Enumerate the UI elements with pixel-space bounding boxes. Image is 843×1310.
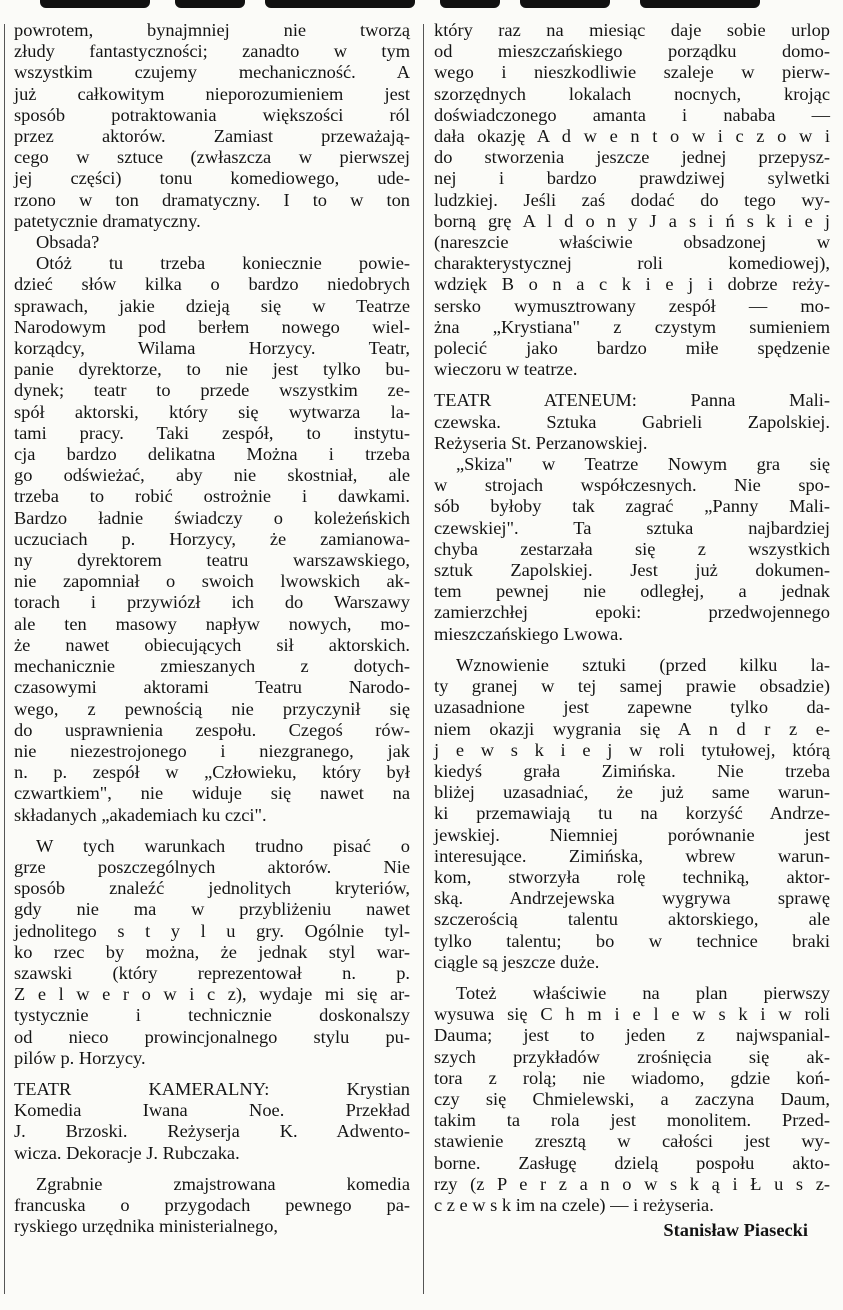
text-line: wysuwa się C h m i e l e w s k i w roli xyxy=(434,1004,830,1025)
paragraph-3 xyxy=(14,836,410,1069)
text-line: cja bardzo delikatna Można i trzeba xyxy=(14,444,410,465)
heading-teatr-kameralny xyxy=(14,1079,410,1164)
text-line: sersko wymusztrowany zespół — mo- xyxy=(434,295,830,316)
paragraph-5 xyxy=(434,20,830,380)
text-line: zamierzchłej epoki: przedwojennego xyxy=(434,602,830,623)
text-line: dała okazję A d w e n t o w i c z o w i xyxy=(434,126,830,147)
text-line: dzieć słów kilka o bardzo niedobrych xyxy=(14,274,410,295)
text-line: jej części) tonu komediowego, ude- xyxy=(14,168,410,189)
text-line: Toteż właściwie na plan pierwszy xyxy=(456,982,830,1003)
text-line: ską. Andrzejewska wygrywa sprawę xyxy=(434,888,830,909)
text-line: ki przemawiają tu na korzyść Andrze- xyxy=(434,803,830,824)
text-line: Reżyseria St. Perzanowskiej. xyxy=(434,432,648,453)
author-signature: Stanisław Piasecki xyxy=(663,1220,808,1241)
text-line: J. Brzoski. Reżyserja K. Adwento- xyxy=(14,1121,410,1142)
text-line: Otóż tu trzeba koniecznie powie- xyxy=(36,253,410,274)
text-line: składanych „akademiach ku czci". xyxy=(14,804,267,825)
text-line: od nieco prowincjonalnego stylu pu- xyxy=(14,1026,410,1047)
text-line: jednolitego s t y l u gry. Ogólnie tyl- xyxy=(14,920,410,941)
text-line: jewskiej. Niemniej porównanie jest xyxy=(434,824,830,845)
text-line: charakterystycznej roli komediowej), xyxy=(434,253,830,274)
text-line: interesujące. Zimińska, wbrew warun- xyxy=(434,845,830,866)
paragraph-7 xyxy=(434,655,830,973)
text-line: ty granej w tej samej prawie obsadzie) xyxy=(434,676,830,697)
text-line: Narodowym pod berłem nowego wiel- xyxy=(14,316,410,337)
text-line: czewska. Sztuka Gabrieli Zapolskiej. xyxy=(434,411,830,432)
text-line: który raz na miesiąc daje sobie urlop xyxy=(434,20,830,40)
text-line: cego w sztuce (zwłaszcza w pierwszej xyxy=(14,147,410,168)
paragraph-1 xyxy=(14,20,410,232)
text-line: doświadczonego amanta i nababa — xyxy=(434,104,830,125)
text-line: szorzędnych lokalach nocnych, krojąc xyxy=(434,83,830,104)
text-line: dynek; teatr to przede wszystkim ze- xyxy=(14,380,410,401)
text-line: borną grę A l d o n y J a s i ń s k i e j xyxy=(434,210,830,231)
text-line: TEATR KAMERALNY: Krystian xyxy=(14,1078,410,1099)
left-column xyxy=(14,20,410,1237)
text-line: rzy (z P e r z a n o w s k ą i Ł u s z- xyxy=(434,1173,830,1194)
text-line: n. p. zespół w „Człowieku, który był xyxy=(14,762,410,783)
obsada-line: Obsada? xyxy=(36,232,100,253)
text-line: wszystkim czujemy mechaniczność. A xyxy=(14,62,410,83)
text-line: wego i nieszkodliwie szaleje w pierw- xyxy=(434,62,830,83)
text-line: chyba zestarzała się z wszystkich xyxy=(434,538,830,559)
text-line: pilów p. Horzycy. xyxy=(14,1047,146,1068)
text-line: do stworzenia jeszcze jednej przepysz- xyxy=(434,147,830,168)
text-line: gdy nie ma w przybliżeniu nawet xyxy=(14,899,410,920)
text-line: od mieszczańskiego porządku domo- xyxy=(434,41,830,62)
text-line: do usprawnienia zespołu. Czegoś rów- xyxy=(14,719,410,740)
text-line: „Skiza" w Teatrze Nowym gra się xyxy=(456,454,830,475)
text-line: że nawet obiecujących sił aktorskich. xyxy=(14,634,410,655)
text-line: niem okazji wygrania się A n d r z e- xyxy=(434,718,830,739)
text-line: rzono w ton dramatyczny. I to w ton xyxy=(14,189,410,210)
text-line: Dauma; jest to jeden z najwspanial- xyxy=(434,1025,830,1046)
text-line: francuska o przygodach pewnego pa- xyxy=(14,1194,410,1215)
text-line: Zgrabnie zmajstrowana komedia xyxy=(36,1173,410,1194)
text-line: Wznowienie sztuki (przed kilku la- xyxy=(456,654,830,675)
text-line: Komedia Iwana Noe. Przekład xyxy=(14,1100,410,1121)
text-line: takim ta rola jest monolitem. Przed- xyxy=(434,1110,830,1131)
text-line: ludzkiej. Jeśli zaś dodać do tego wy- xyxy=(434,189,830,210)
text-line: złudy fantastyczności; zanadto w tym xyxy=(14,41,410,62)
text-line: już całkowitym nieporozumieniem jest xyxy=(14,83,410,104)
text-line: tami pracy. Taki zespół, to instytu- xyxy=(14,422,410,443)
text-line: wego, z pewnością nie przyczynił się xyxy=(14,698,410,719)
text-line: mechanicznie zmieszanych z dotych- xyxy=(14,656,410,677)
text-line: w strojach współczesnych. Nie spo- xyxy=(434,475,830,496)
text-line: c z e w s k im na czele) — i reżyseria. xyxy=(434,1194,714,1215)
text-line: uzasadnione jest zapewne tylko da- xyxy=(434,697,830,718)
text-line: szych przykładów zrośnięcia się ak- xyxy=(434,1046,830,1067)
text-line: czy się Chmielewski, a zaczyna Daum, xyxy=(434,1088,830,1109)
text-line: wieczoru w teatrze. xyxy=(434,359,578,380)
text-line: tem pewnej nie odległej, a jednak xyxy=(434,581,830,602)
text-line: mieszczańskiego Lwowa. xyxy=(434,623,623,644)
text-line: tylko talentu; bo w technice braki xyxy=(434,930,830,951)
text-line: ko rzec by można, że jednak styl war- xyxy=(14,941,410,962)
text-line: polecić jako bardzo miłe spędzenie xyxy=(434,338,830,359)
text-line: W tych warunkach trudno pisać o xyxy=(36,835,410,856)
text-line: torach i przywiózł ich do Warszawy xyxy=(14,592,410,613)
text-line: borne. Zasługę dzielą pospołu akto- xyxy=(434,1152,830,1173)
text-line: panie dyrektorze, to nie jest tylko bu- xyxy=(14,359,410,380)
text-line: powrotem, bynajmniej nie tworzą xyxy=(14,20,410,40)
text-line: patetycznie dramatyczny. xyxy=(14,210,201,231)
text-line: wdzięk B o n a c k i e j i dobrze reży- xyxy=(434,274,830,295)
text-line: Z e l w e r o w i c z), wydaje mi się ar- xyxy=(14,984,410,1005)
text-line: czwartkiem", nie widuje się nawet na xyxy=(14,783,410,804)
text-line: kom, stworzyła rolę techniką, aktor- xyxy=(434,866,830,887)
text-line: korządcy, Wilama Horzycy. Teatr, xyxy=(14,338,410,359)
text-line: uczuciach p. Horzycy, że zamianowa- xyxy=(14,528,410,549)
text-line: tora z rolą; nie wiadomo, gdzie koń- xyxy=(434,1067,830,1088)
text-line: ny dyrektorem teatru warszawskiego, xyxy=(14,550,410,571)
text-line: czewskiej". Ta sztuka najbardziej xyxy=(434,517,830,538)
text-line: ale ten masowy napływ nowych, mo- xyxy=(14,613,410,634)
text-line: nej i bardzo prawdziwej sylwetki xyxy=(434,168,830,189)
top-cropped-headline xyxy=(0,0,843,14)
left-margin-rule xyxy=(4,24,5,1294)
text-line: (nareszcie właściwie obsadzonej w xyxy=(434,232,830,253)
right-column xyxy=(434,20,830,1241)
text-line: go odświeżać, aby nie skostniał, ale xyxy=(14,465,410,486)
text-line: Bardzo ładnie świadczy o koleżeńskich xyxy=(14,507,410,528)
text-line: szawski (który reprezentował n. p. xyxy=(14,962,410,983)
text-line: sposób znaleźć jednolitych kryteriów, xyxy=(14,878,410,899)
text-line: przez aktorów. Zamiast przeważają- xyxy=(14,126,410,147)
paragraph-4 xyxy=(14,1174,410,1238)
heading-teatr-ateneum xyxy=(434,390,830,454)
column-divider xyxy=(423,24,424,1294)
text-line: szczerością talentu aktorskiego, ale xyxy=(434,909,830,930)
text-line: nie zapomniał o swoich lwowskich ak- xyxy=(14,571,410,592)
text-line: grze poszczególnych aktorów. Nie xyxy=(14,856,410,877)
paragraph-8 xyxy=(434,983,830,1216)
text-line: ryskiego urzędnika ministerialnego, xyxy=(14,1216,279,1237)
text-line: ciągle są jeszcze duże. xyxy=(434,951,600,972)
text-line: czasowymi aktorami Teatru Narodo- xyxy=(14,677,410,698)
text-line: sztuk Zapolskiej. Jest już dokumen- xyxy=(434,560,830,581)
text-line: bliżej uzasadniać, że już same warun- xyxy=(434,782,830,803)
paragraph-2 xyxy=(14,253,410,825)
text-line: trzeba to robić ostrożnie i dawkami. xyxy=(14,486,410,507)
text-line: sób byłoby tak zagrać „Panny Mali- xyxy=(434,496,830,517)
text-line: sposób potraktowania większości ról xyxy=(14,104,410,125)
text-line: stawienie zresztą w całości jest wy- xyxy=(434,1131,830,1152)
text-line: TEATR ATENEUM: Panna Mali- xyxy=(434,390,830,411)
text-line: tystycznie i technicznie doskonalszy xyxy=(14,1005,410,1026)
paragraph-6 xyxy=(434,454,830,645)
text-line: sprawach, jakie dzieją się w Teatrze xyxy=(14,295,410,316)
text-line: wicza. Dekoracje J. Rubczaka. xyxy=(14,1142,240,1163)
text-line: żna „Krystiana" z czystym sumieniem xyxy=(434,316,830,337)
text-line: j e w s k i e j w roli tytułowej, którą xyxy=(434,739,830,760)
text-line: nie niezestrojonego i niezgranego, jak xyxy=(14,740,410,761)
text-line: kiedyś grała Zimińska. Nie trzeba xyxy=(434,760,830,781)
text-line: spół aktorski, który się wytwarza la- xyxy=(14,401,410,422)
